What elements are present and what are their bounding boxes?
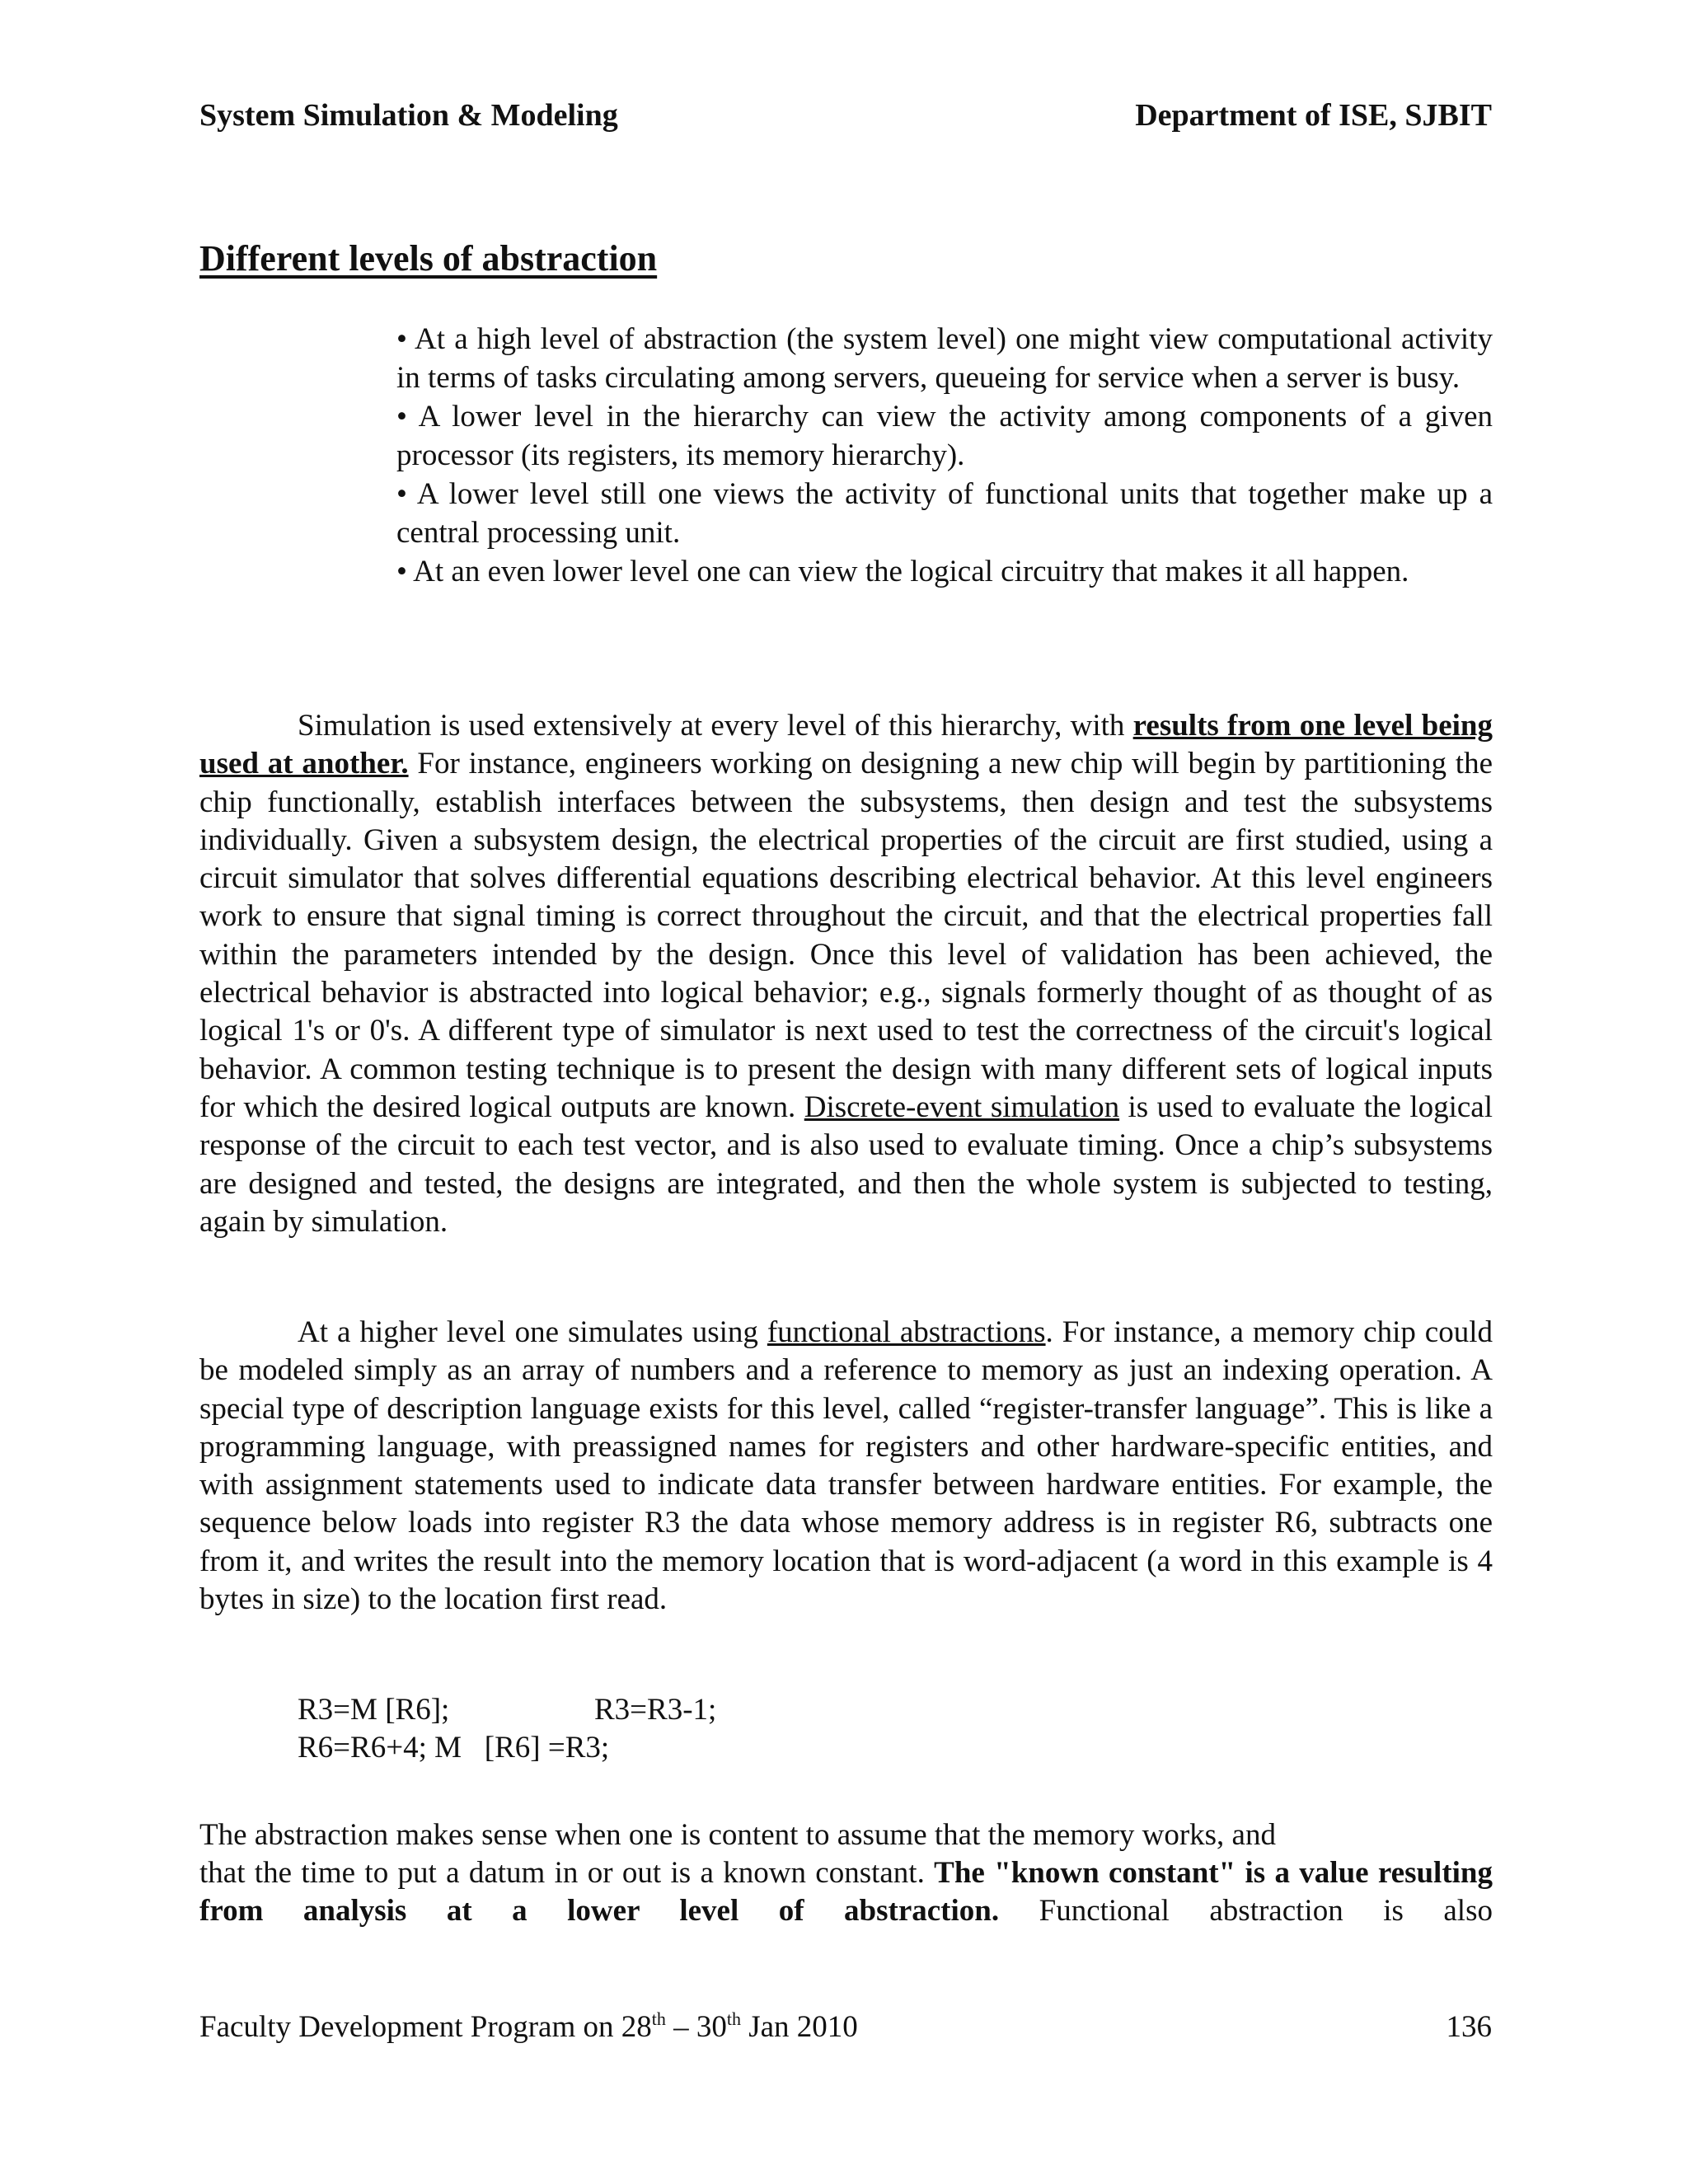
- rtl-code-block: [298, 1691, 716, 1767]
- running-header-right: Department of ISE, SJBIT: [1135, 98, 1492, 133]
- footer-superscript: th: [651, 2008, 666, 2029]
- footer-program: [199, 2009, 858, 2045]
- bullet-item: • A lower level in the hierarchy can view the activity among components of a given processor (its registers, its memory hierarchy).: [396, 400, 1493, 472]
- running-header-left: System Simulation & Modeling: [199, 98, 618, 133]
- bullet-item: • A lower level still one views the activity of functional units that together make up a central processing unit.: [396, 477, 1493, 550]
- footer-text: Jan 2010: [740, 2010, 858, 2044]
- code-line: R6=R6+4; M [R6] =R3;: [298, 1731, 610, 1765]
- section-title: Different levels of abstraction: [199, 238, 658, 279]
- paragraph-abstraction-sense: [199, 1816, 1493, 1930]
- para3-bold: The "known constant" is a value resulting from analysis at a lower level of abstraction.: [199, 1856, 1493, 1928]
- footer-superscript: th: [726, 2008, 741, 2029]
- para3-justified: [199, 1854, 1493, 1930]
- para1-text-mid: For instance, engineers working on designing a new chip will begin by partitioning the chip functionally, establish interfaces between the subsystems, then design and test the subsystems individually. Given a subsystem design, the electrical properties of the circuit are first studied, using a circuit simulator that solves differential equations describing electrical behavior. At this level engineers work to ensure that signal timing is correct throughout the circuit, and that the electrical properties fall within the parameters intended by the design. Once this level of validation has been achieved, the electrical behavior is abstracted into logical behavior; e.g., signals formerly thought of as thought of as logical 1's or 0's. A different type of simulator is next used to test the correctness of the circuit's logical behavior. A common testing technique is to present the design with many different sets of logical inputs for which the desired logical outputs are known.: [199, 747, 1493, 1124]
- para2-text-end: . For instance, a memory chip could be modeled simply as an array of numbers and a reference to memory as just an indexing operation. A special type of description language exists for this level, called “register-transfer language”. This is like a programming language, with preassigned names for registers and other hardware-specific entities, and with assignment statements used to indicate data transfer between hardware entities. For example, the sequence below loads into register R3 the data whose memory address is in register R6, subtracts one from it, and writes the result into the memory location that is word-adjacent (a word in this example is 4 bytes in size) to the location first read.: [199, 1315, 1493, 1617]
- para1-emphasis: results from one level being used at another.: [199, 709, 1493, 781]
- paragraph-simulation-levels: [199, 707, 1493, 1241]
- para1-text-start: Simulation is used extensively at every level of this hierarchy, with: [298, 709, 1133, 743]
- paragraph-functional-abstractions: [199, 1314, 1493, 1619]
- discrete-event-simulation-term: Discrete-event simulation: [804, 1090, 1120, 1124]
- bullet-item: • At an even lower level one can view the logical circuitry that makes it all happen.: [396, 555, 1409, 588]
- code-line: [298, 1691, 716, 1729]
- para3-text-start: that the time to put a datum in or out is a known constant.: [199, 1856, 935, 1890]
- para3-text-end: Functional abstraction is also: [999, 1894, 1493, 1928]
- footer-text: Faculty Development Program on 28: [199, 2010, 652, 2044]
- code-statement: R3=M [R6];: [298, 1693, 450, 1727]
- bullet-list: [396, 320, 1493, 591]
- footer-text: – 30: [665, 2010, 727, 2044]
- para1-text-end: is used to evaluate the logical response of the circuit to each test vector, and is also used to evaluate timing. Once a chip’s subsystems are designed and tested, the designs are integrated, and then the whole system is subjected to testing, again by simulation.: [199, 1090, 1493, 1239]
- bullet-item: • At a high level of abstraction (the system level) one might view computational activity in terms of tasks circulating among servers, queueing for service when a server is busy.: [396, 322, 1493, 395]
- page-number: 136: [1446, 2010, 1492, 2044]
- para3-line: The abstraction makes sense when one is content to assume that the memory works, and: [199, 1818, 1276, 1852]
- para2-text-start: At a higher level one simulates using: [298, 1315, 767, 1349]
- functional-abstractions-term: functional abstractions: [767, 1315, 1046, 1349]
- code-statement: R3=R3-1;: [594, 1693, 717, 1727]
